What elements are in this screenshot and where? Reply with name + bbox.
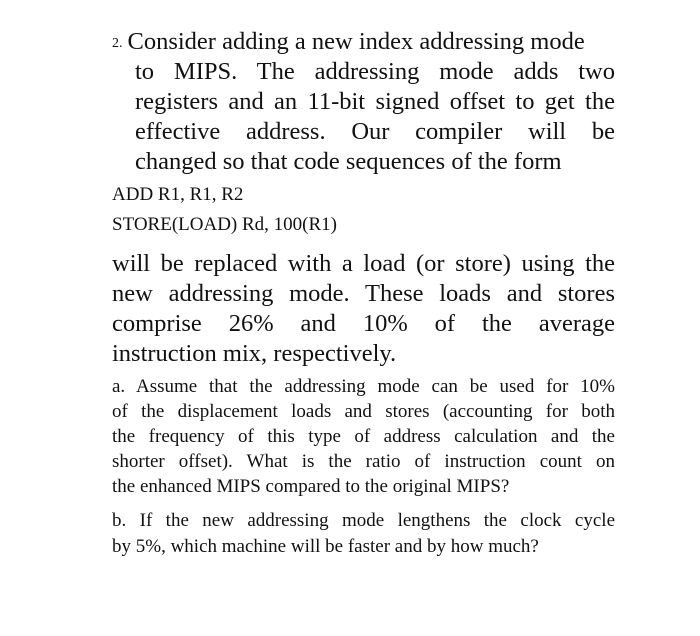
part-a-line-2: of the displacement loads and stores (accounting for both <box>112 401 615 422</box>
part-b-line-1: b. If the new addressing mode lengthens the clock cycle <box>112 510 615 531</box>
part-a-line-5: the enhanced MIPS compared to the original MIPS? <box>112 476 510 497</box>
part-a-line-1: a. Assume that the addressing mode can be used for 10% <box>112 376 615 397</box>
followup-line-2: new addressing mode. These loads and stores <box>112 280 615 307</box>
code-line-2: STORE(LOAD) Rd, 100(R1) <box>112 214 338 235</box>
intro-line-5: changed so that code sequences of the form <box>135 148 562 175</box>
part-a-line-3: the frequency of this type of address calculation and the <box>112 426 615 447</box>
followup-line-3: comprise 26% and 10% of the average <box>112 310 615 337</box>
question-number: 2. <box>112 36 123 51</box>
intro-line-3: registers and an 11-bit signed offset to get the <box>135 88 615 115</box>
code-line-1: ADD R1, R1, R2 <box>112 184 244 205</box>
part-b-line-2: by 5%, which machine will be faster and by how much? <box>112 536 539 557</box>
intro-line-2: to MIPS. The addressing mode adds two <box>135 58 615 85</box>
followup-line-1: will be replaced with a load (or store) using the <box>112 250 615 277</box>
part-a-line-4: shorter offset). What is the ratio of instruction count on <box>112 451 615 472</box>
followup-line-4: instruction mix, respectively. <box>112 340 397 367</box>
intro-line-1: 2. Consider adding a new index addressing mode <box>112 28 585 55</box>
intro-line-4: effective address. Our compiler will be <box>135 118 615 145</box>
